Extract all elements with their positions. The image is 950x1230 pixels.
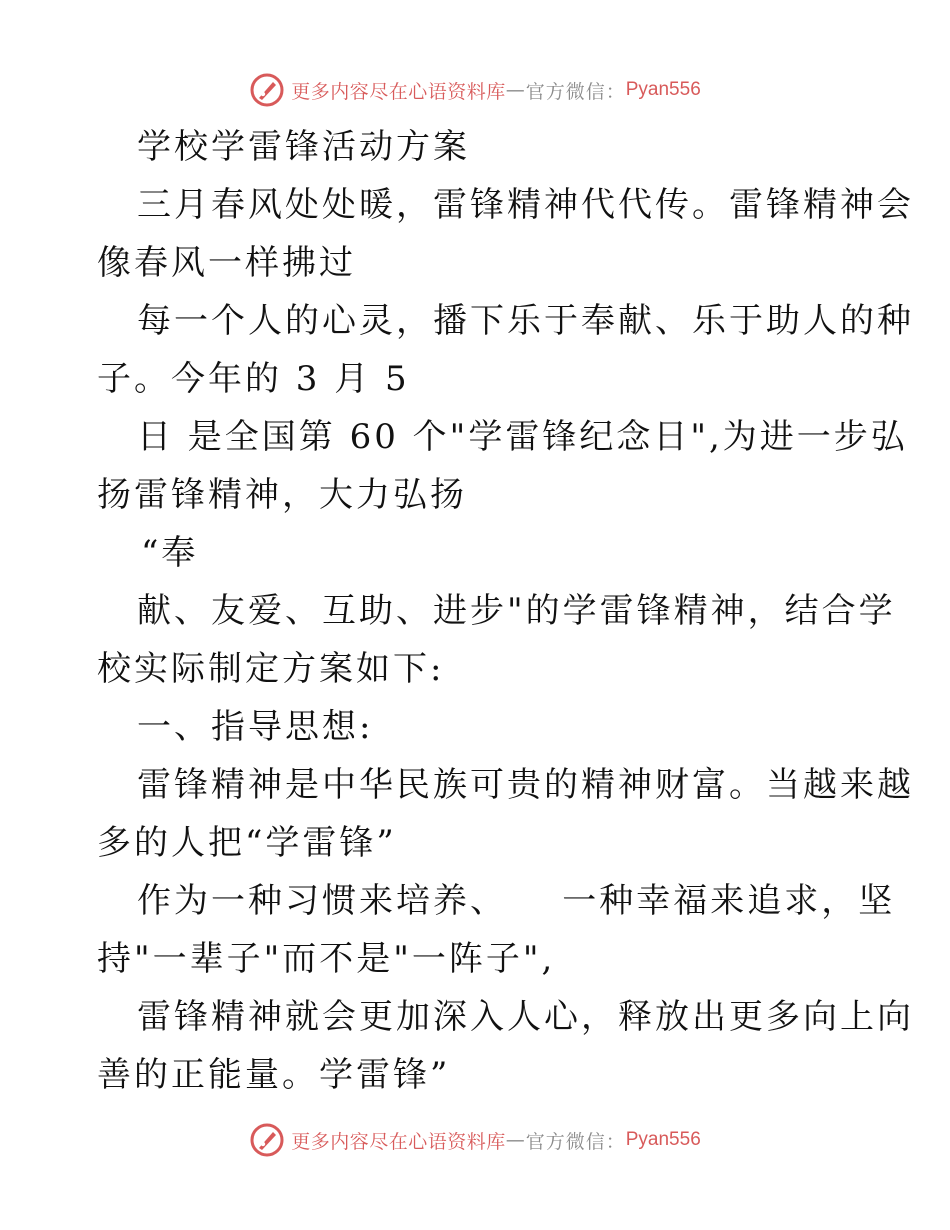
paragraph-line: 雷锋精神就会更加深入人心，释放出更多向上向 xyxy=(137,997,914,1037)
paragraph-line: 校实际制定方案如下: xyxy=(97,649,445,689)
paragraph-line: 多的人把“学雷锋” xyxy=(97,823,397,863)
pen-logo-icon xyxy=(249,72,285,108)
document-body xyxy=(97,118,914,1104)
watermark-separator: — xyxy=(505,1129,526,1151)
paragraph-line: 日 是全国第 60 个"学雷锋纪念日",为进一步弘 xyxy=(137,417,908,457)
watermark-brand: 更多内容尽在心语资料库 xyxy=(291,80,506,103)
section-heading: 一、指导思想: xyxy=(137,707,374,747)
paragraph-line: 雷锋精神是中华民族可贵的精神财富。当越来越 xyxy=(137,765,914,805)
paragraph-line: 善的正能量。学雷锋” xyxy=(97,1055,451,1095)
watermark-wechat-id: Pyan556 xyxy=(625,1129,701,1150)
watermark-brand: 更多内容尽在心语资料库 xyxy=(291,1130,506,1153)
paragraph-line: 作为一种习惯来培养、 一种幸福来追求，坚 xyxy=(137,881,896,921)
paragraph-line: 子。今年的 3 月 5 xyxy=(97,359,410,399)
paragraph-line: 献、友爱、互助、进步"的学雷锋精神，结合学 xyxy=(137,591,896,631)
paragraph-line: 三月春风处处暖，雷锋精神代代传。雷锋精神会 xyxy=(137,185,914,225)
watermark-separator: — xyxy=(505,79,526,101)
watermark-wechat-id: Pyan556 xyxy=(625,79,701,100)
paragraph-line: 每一个人的心灵，播下乐于奉献、乐于助人的种 xyxy=(137,301,914,341)
paragraph-line: 持"一辈子"而不是"一阵子", xyxy=(97,939,556,979)
paragraph-line: 像春风一样拂过 xyxy=(97,243,356,283)
header-watermark xyxy=(0,70,950,110)
paragraph-line: “奉 xyxy=(141,533,199,573)
footer-watermark xyxy=(0,1120,950,1160)
document-title: 学校学雷锋活动方案 xyxy=(137,127,470,167)
pen-logo-icon xyxy=(249,1122,285,1158)
watermark-wechat-label: 官方微信： xyxy=(525,1130,626,1153)
paragraph-line: 扬雷锋精神，大力弘扬 xyxy=(97,475,467,515)
watermark-wechat-label: 官方微信： xyxy=(525,80,626,103)
